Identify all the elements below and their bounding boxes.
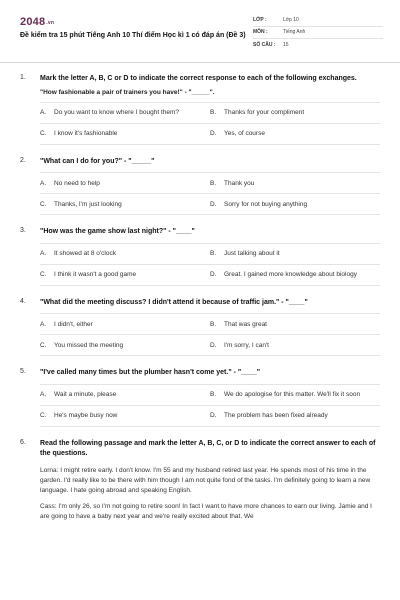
question-1 <box>0 74 400 145</box>
question-text: Read the following passage and mark the letter A, B, C, or D to indicate the correct answer to each of the questions. <box>40 439 376 457</box>
options-row <box>40 244 380 265</box>
meta-value: Tiếng Anh <box>283 29 306 36</box>
meta-row-count <box>253 39 383 52</box>
answer-option[interactable] <box>40 406 210 426</box>
option-letter: D. <box>210 412 217 419</box>
option-letter: D. <box>210 341 217 349</box>
option-letter: C. <box>40 271 47 278</box>
option-letter: A. <box>40 179 47 187</box>
options-row <box>40 406 380 427</box>
option-letter: A. <box>40 250 47 257</box>
question-4 <box>0 298 400 357</box>
page-title: Đề kiểm tra 15 phút Tiếng Anh 10 Thí điểm Học kì 1 có đáp án (Đề 3) <box>20 32 246 39</box>
meta-row-subject <box>253 27 383 40</box>
question-number: 4. <box>20 297 26 305</box>
option-letter: A. <box>40 320 47 328</box>
option-text: Thanks for your compliment <box>224 109 305 116</box>
meta-value: Lớp 10 <box>283 16 299 23</box>
question-list <box>0 74 400 522</box>
option-letter: B. <box>210 109 217 116</box>
option-letter: B. <box>210 391 217 398</box>
question-text: "How was the game show last night?" - "____" <box>40 228 195 235</box>
question-number: 3. <box>20 227 26 234</box>
option-text: No need to help <box>54 179 100 187</box>
question-text: Mark the letter A, B, C or D to indicate the correct response to each of the following exchanges. <box>40 75 357 82</box>
site-logo[interactable]: 2048.vn <box>20 16 55 28</box>
option-letter: B. <box>210 320 217 328</box>
option-text: Thanks, I'm just looking <box>54 200 122 208</box>
question-number: 5. <box>20 368 26 375</box>
option-letter: D. <box>210 271 217 278</box>
options-row <box>40 314 380 335</box>
passage-paragraph: Cass: I'm only 26, so I'm not going to retire soon! In fact I want to have more chances to earn our living. Jamie and I are going to have a baby next year and we're really excited about that. We <box>40 502 372 520</box>
option-text: I know it's fashionable <box>54 130 118 137</box>
meta-key: MÔN : <box>253 29 268 36</box>
option-text: Thank you <box>224 179 255 187</box>
question-text: "What can I do for you?" - "_____" <box>40 157 155 165</box>
answer-option[interactable] <box>210 244 380 264</box>
option-text: The problem has been fixed already <box>224 412 328 419</box>
options-grid <box>40 172 380 215</box>
answer-option[interactable] <box>40 124 210 144</box>
question-5 <box>0 368 400 427</box>
question-number: 1. <box>20 74 26 81</box>
option-text: It showed at 8 o'clock <box>54 250 116 257</box>
question-2 <box>0 157 400 216</box>
answer-option[interactable] <box>210 103 380 123</box>
meta-table <box>253 14 383 52</box>
answer-option[interactable] <box>40 103 210 123</box>
question-prompt: "How fashionable a pair of trainers you have!" - "_____". <box>40 88 215 96</box>
answer-option[interactable] <box>210 173 380 193</box>
options-row <box>40 194 380 215</box>
page-header <box>0 0 400 63</box>
question-text: "I've called many times but the plumber hasn't come yet." - "____" <box>40 369 261 376</box>
option-letter: B. <box>210 179 217 187</box>
answer-option[interactable] <box>210 124 380 144</box>
option-letter: C. <box>40 341 47 349</box>
option-text: I think it wasn't a good game <box>54 271 137 278</box>
answer-option[interactable] <box>210 406 380 426</box>
answer-option[interactable] <box>210 314 380 334</box>
option-text: Yes, of course <box>224 130 265 137</box>
option-text: Do you want to know where I bought them? <box>54 109 180 116</box>
options-grid <box>40 384 380 427</box>
answer-option[interactable] <box>40 314 210 334</box>
answer-option[interactable] <box>40 335 210 355</box>
option-text: That was great <box>224 320 267 328</box>
meta-value: 15 <box>283 42 289 49</box>
option-text: Great. I gained more knowledge about biology <box>224 271 357 278</box>
meta-key: SỐ CÂU : <box>253 42 276 49</box>
meta-key: LỚP : <box>253 16 267 23</box>
question-text: "What did the meeting discuss? I didn't attend it because of traffic jam." - "____" <box>40 298 308 306</box>
question-3 <box>0 227 400 286</box>
answer-option[interactable] <box>40 265 210 285</box>
option-letter: D. <box>210 130 217 137</box>
options-row <box>40 265 380 286</box>
option-text: We do apologise for this matter. We'll fix it soon <box>224 391 361 398</box>
question-number: 2. <box>20 156 26 164</box>
options-row <box>40 124 380 145</box>
answer-option[interactable] <box>210 335 380 355</box>
option-text: Just talking about it <box>224 250 280 257</box>
answer-option[interactable] <box>210 385 380 405</box>
option-letter: C. <box>40 130 47 137</box>
answer-option[interactable] <box>210 265 380 285</box>
option-text: You missed the meeting <box>54 341 124 349</box>
option-text: I didn't, either <box>54 320 93 328</box>
options-grid <box>40 313 380 356</box>
options-grid <box>40 102 380 145</box>
option-letter: D. <box>210 200 217 208</box>
passage-paragraph: Lorna: I might retire early. I don't know. I'm 55 and my husband retired last year. He spends most of his time in the garden. I'd really like to be there with him though I am not quite fond of the tasks. I'm definitely going to learn a new language. I hate going abroad and speaking English. <box>40 466 371 494</box>
option-letter: C. <box>40 412 47 419</box>
answer-option[interactable] <box>40 194 210 214</box>
option-letter: A. <box>40 391 47 398</box>
option-text: Wait a minute, please <box>54 391 117 398</box>
answer-option[interactable] <box>40 173 210 193</box>
option-text: I'm sorry, I can't <box>224 341 269 349</box>
answer-option[interactable] <box>40 244 210 264</box>
option-letter: A. <box>40 109 47 116</box>
options-row <box>40 173 380 194</box>
answer-option[interactable] <box>210 194 380 214</box>
option-letter: C. <box>40 200 47 208</box>
meta-row-class <box>253 14 383 27</box>
options-row <box>40 385 380 406</box>
question-number: 6. <box>20 438 26 446</box>
options-row <box>40 103 380 124</box>
options-grid <box>40 243 380 286</box>
options-row <box>40 335 380 356</box>
option-text: Sorry for not buying anything <box>224 200 308 208</box>
answer-option[interactable] <box>40 385 210 405</box>
option-text: He's maybe busy now <box>54 412 118 419</box>
option-letter: B. <box>210 250 217 257</box>
question-6 <box>0 439 400 522</box>
